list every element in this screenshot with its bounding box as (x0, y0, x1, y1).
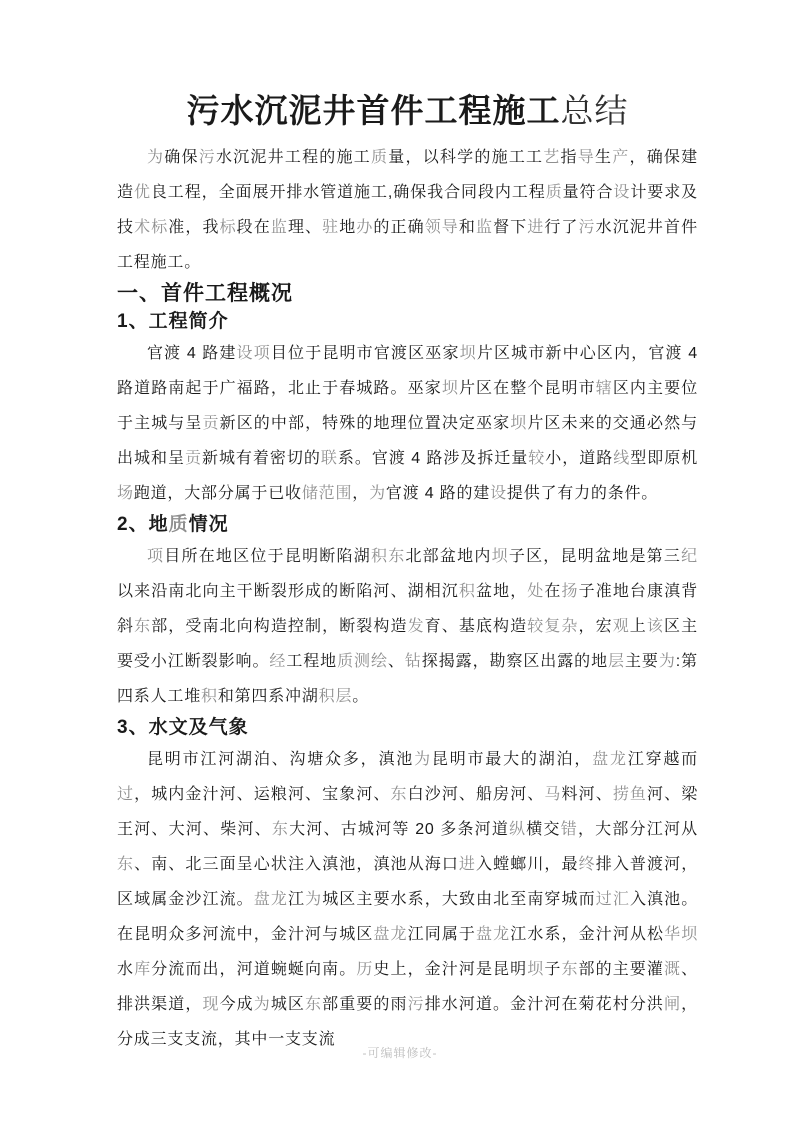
heading-first-project-overview: 一、首件工程概况 (117, 282, 293, 305)
geology-paragraph: 项目所在地区位于昆明断陷湖积东北部盆地内坝子区，昆明盆地是第三纪以来沿南北向主干断裂形成的断陷河、湖相沉积盆地，处在扬子准地台康滇背斜东部，受南北向构造控制，断裂构造发育、基底构造较复杂，宏观上该区主要受小江断裂影响。经工程地质测绘、钻探揭露，勘察区出露的地层主要为:第四系人工堆积和第四系冲湖积层。 (117, 548, 698, 705)
document-title (117, 90, 698, 132)
document-sections (117, 140, 698, 1057)
title-light-text: 总结 (560, 92, 629, 129)
heading-geology: 2、地质情况 (117, 514, 229, 535)
title-main-text: 污水沉泥井首件工程施工 (186, 92, 561, 129)
footer-note: -可编辑修改- (362, 1046, 438, 1060)
hydrology-paragraph: 昆明市江河湖泊、沟塘众多，滇池为昆明市最大的湖泊，盘龙江穿越而过，城内金汁河、运粮河、宝象河、东白沙河、船房河、马料河、捞鱼河、梁王河、大河、柴河、东大河、古城河等 20 多条河道纵横交错，大部分江河从东、南、北三面呈心状注入滇池，滇池从海口进入螳螂川，最终排入普渡河，区域属金沙江流。盘龙江为城区主要水系，大致由北至南穿城而过汇入滇池。在昆明众多河流中，金汁河与城区盘龙江同属于盘龙江水系，金汁河从松华坝水库分流而出，河道蜿蜒向南。历史上，金汁河是昆明坝子东部的主要灌溉、排洪渠道，现今成为城区东部重要的雨污排水河道。金汁河在菊花村分洪闸，分成三支支流，其中一支支流 (117, 751, 699, 1048)
intro-paragraph: 为确保污水沉泥井工程的施工质量，以科学的施工工艺指导生产，确保建造优良工程，全面展开排水管道施工,确保我合同段内工程质量符合设计要求及技术标准，我标段在监理、驻地办的正确领导和监督下进行了污水沉泥井首件工程施工。 (117, 149, 698, 271)
project-brief-paragraph: 官渡 4 路建设项目位于昆明市官渡区巫家坝片区城市新中心区内，官渡 4 路道路南起于广福路，北止于春城路。巫家坝片区在整个昆明市辖区内主要位于主城与呈贡新区的中部，特殊的地理位置决定巫家坝片区未来的交通必然与出城和呈贡新城有着密切的联系。官渡 4 路涉及拆迁量较小，道路线型即原机场跑道，大部分属于已收储范围，为官渡 4 路的建设提供了有力的条件。 (117, 345, 699, 502)
heading-project-brief: 1、工程简介 (117, 311, 229, 332)
document-content (117, 90, 698, 1057)
heading-hydrology-climate: 3、水文及气象 (117, 717, 249, 738)
